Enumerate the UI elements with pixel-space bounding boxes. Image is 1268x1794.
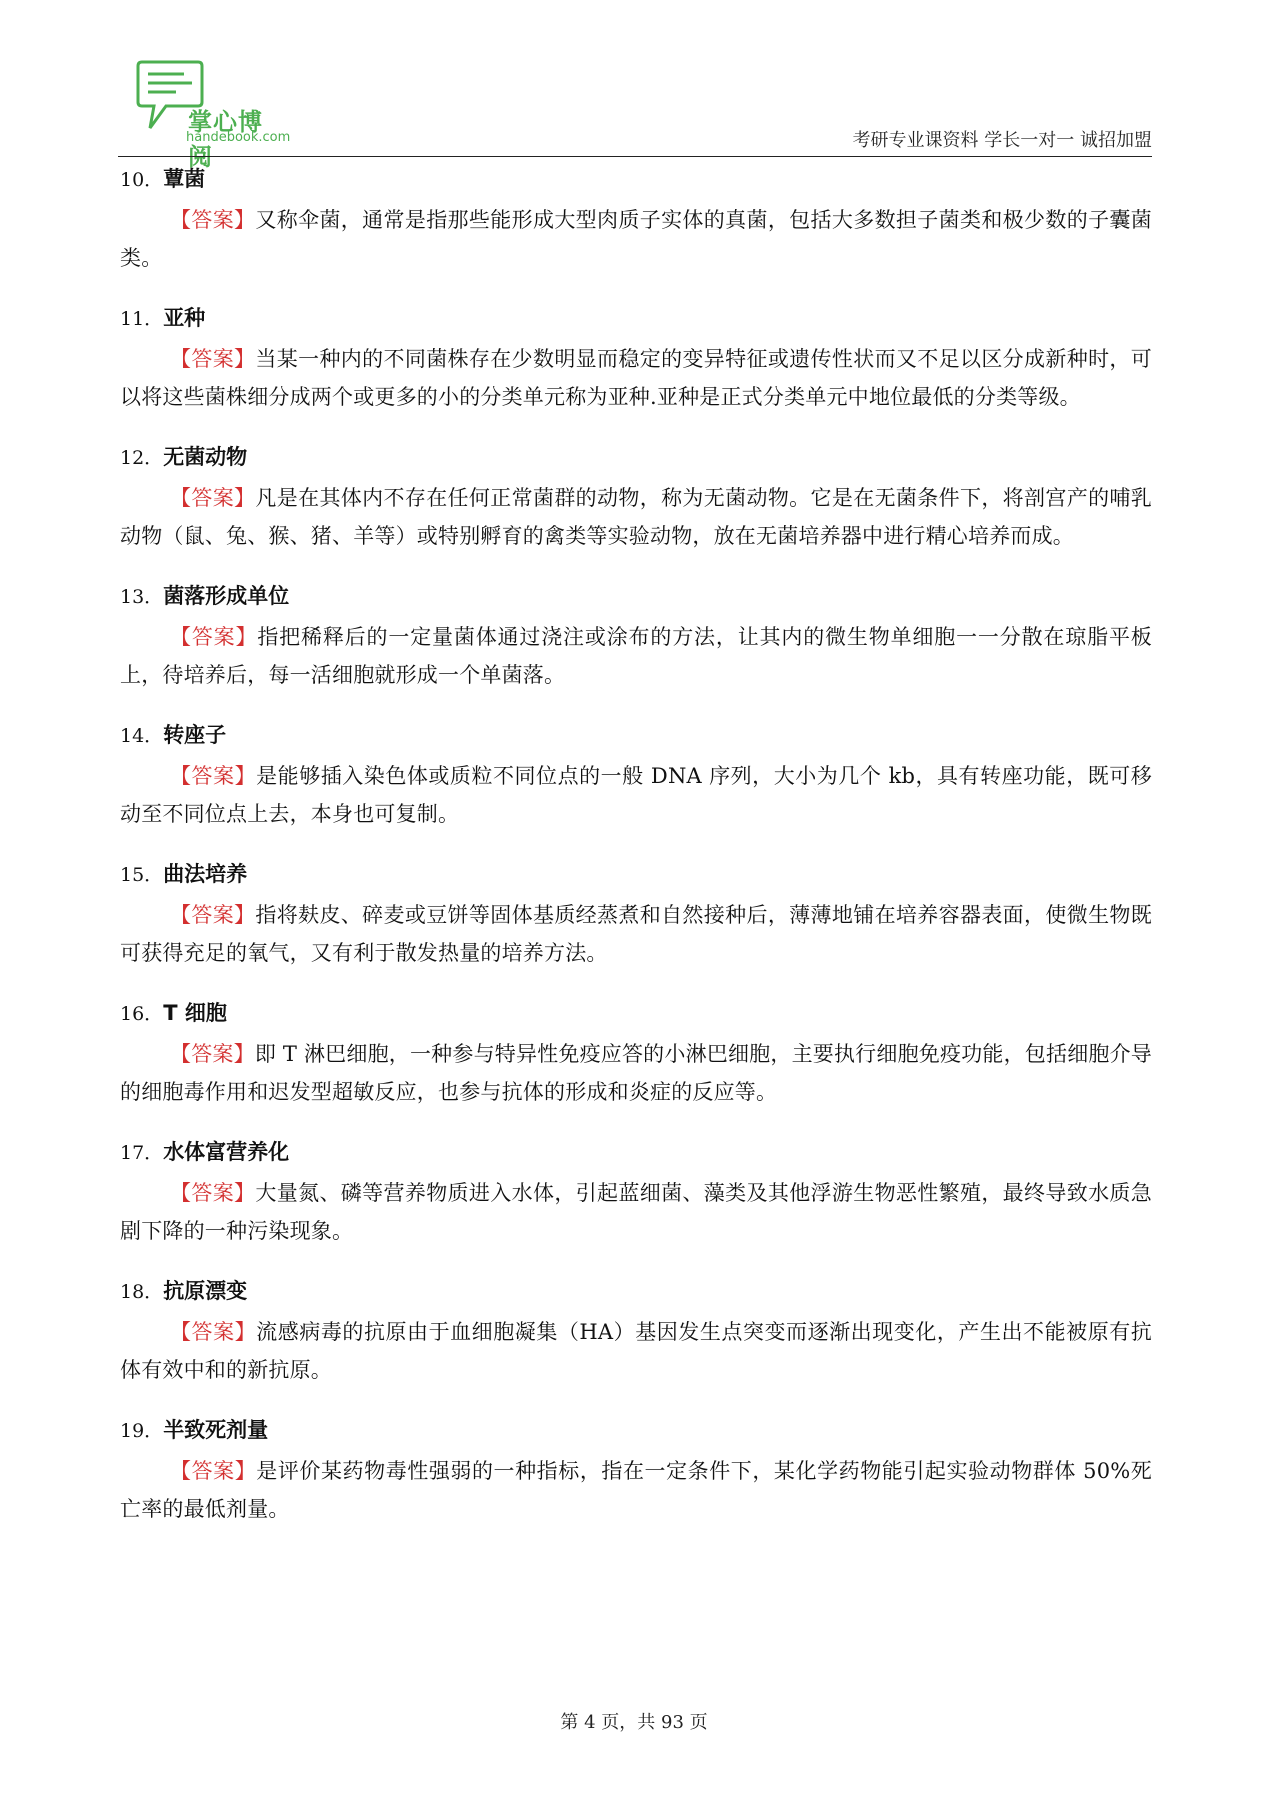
term-heading — [120, 1137, 1152, 1168]
answer-label: 【答案】 — [170, 1181, 256, 1205]
answer-label: 【答案】 — [170, 625, 258, 649]
term-heading — [120, 581, 1152, 612]
answer-body: 凡是在其体内不存在任何正常菌群的动物，称为无菌动物。它是在无菌条件下，将剖宫产的哺乳动物（鼠、兔、猴、猪、羊等）或特别孵育的禽类等实验动物，放在无菌培养器中进行精心培养而成。 — [120, 486, 1152, 548]
term-heading — [120, 998, 1152, 1029]
term-heading — [120, 303, 1152, 334]
answer-text — [120, 757, 1152, 833]
answer-label: 【答案】 — [170, 1459, 257, 1483]
answer-label: 【答案】 — [170, 486, 256, 510]
glossary-entry — [120, 164, 1152, 277]
answer-body: 是评价某药物毒性强弱的一种指标，指在一定条件下，某化学药物能引起实验动物群体 50%死亡率的最低剂量。 — [120, 1459, 1152, 1521]
term-heading — [120, 720, 1152, 751]
answer-text — [120, 1452, 1152, 1528]
answer-text — [120, 201, 1152, 277]
glossary-entry — [120, 859, 1152, 972]
answer-body: 当某一种内的不同菌株存在少数明显而稳定的变异特征或遗传性状而又不足以区分成新种时，可以将这些菌株细分成两个或更多的小的分类单元称为亚种.亚种是正式分类单元中地位最低的分类等级。 — [120, 347, 1152, 409]
term-name: 水体富营养化 — [163, 1140, 290, 1164]
term-name: 无菌动物 — [163, 445, 248, 469]
term-heading — [120, 442, 1152, 473]
term-heading — [120, 1415, 1152, 1446]
header-tagline: 考研专业课资料 学长一对一 诚招加盟 — [852, 130, 1152, 151]
term-heading — [120, 859, 1152, 890]
term-name: 半致死剂量 — [163, 1418, 269, 1442]
answer-body: 是能够插入染色体或质粒不同位点的一般 DNA 序列，大小为几个 kb，具有转座功能，既可移动至不同位点上去，本身也可复制。 — [120, 764, 1152, 826]
answer-body: 流感病毒的抗原由于血细胞凝集（HA）基因发生点突变而逐渐出现变化，产生出不能被原有抗体有效中和的新抗原。 — [120, 1320, 1152, 1382]
glossary-entry — [120, 303, 1152, 416]
term-number: 19． — [120, 1420, 164, 1442]
term-name: 菌落形成单位 — [163, 584, 290, 608]
term-heading — [120, 164, 1152, 195]
answer-text — [120, 340, 1152, 416]
page-number: 第 4 页，共 93 页 — [560, 1712, 708, 1733]
answer-body: 指将麸皮、碎麦或豆饼等固体基质经蒸煮和自然接种后，薄薄地铺在培养容器表面，使微生物既可获得充足的氧气，又有利于散发热量的培养方法。 — [120, 903, 1152, 965]
answer-body: 指把稀释后的一定量菌体通过浇注或涂布的方法，让其内的微生物单细胞一一分散在琼脂平板上，待培养后，每一活细胞就形成一个单菌落。 — [120, 625, 1152, 687]
glossary-entry — [120, 1137, 1152, 1250]
term-number: 18． — [120, 1281, 164, 1303]
answer-label: 【答案】 — [170, 1042, 255, 1066]
term-heading — [120, 1276, 1152, 1307]
answer-text — [120, 1174, 1152, 1250]
answer-text — [120, 896, 1152, 972]
term-name: 曲法培养 — [163, 862, 248, 886]
glossary-entry — [120, 442, 1152, 555]
answer-text — [120, 1313, 1152, 1389]
term-number: 13． — [120, 586, 164, 608]
answer-text — [120, 618, 1152, 694]
term-number: 17． — [120, 1142, 164, 1164]
term-name: T 细胞 — [163, 1001, 227, 1025]
glossary-content — [120, 164, 1152, 1554]
answer-body: 又称伞菌，通常是指那些能形成大型肉质子实体的真菌，包括大多数担子菌类和极少数的子囊菌类。 — [120, 208, 1152, 270]
term-number: 11． — [120, 308, 164, 330]
term-number: 12． — [120, 447, 164, 469]
glossary-entry — [120, 581, 1152, 694]
page-header — [118, 58, 1152, 171]
answer-body: 大量氮、磷等营养物质进入水体，引起蓝细菌、藻类及其他浮游生物恶性繁殖，最终导致水质急剧下降的一种污染现象。 — [120, 1181, 1152, 1243]
term-number: 10． — [120, 169, 164, 191]
logo-url: handebook.com — [186, 130, 291, 145]
glossary-entry — [120, 1276, 1152, 1389]
term-number: 15． — [120, 864, 164, 886]
answer-text — [120, 1035, 1152, 1111]
header-divider — [118, 156, 1152, 157]
logo — [136, 58, 291, 171]
answer-label: 【答案】 — [170, 1320, 257, 1344]
term-name: 蕈菌 — [163, 167, 206, 191]
answer-label: 【答案】 — [170, 903, 256, 927]
answer-label: 【答案】 — [170, 347, 256, 371]
glossary-entry — [120, 720, 1152, 833]
term-number: 16． — [120, 1003, 164, 1025]
term-number: 14． — [120, 725, 164, 747]
term-name: 抗原漂变 — [163, 1279, 248, 1303]
answer-label: 【答案】 — [170, 208, 256, 232]
glossary-entry — [120, 998, 1152, 1111]
term-name: 亚种 — [163, 306, 206, 330]
answer-body: 即 T 淋巴细胞，一种参与特异性免疫应答的小淋巴细胞，主要执行细胞免疫功能，包括细胞介导的细胞毒作用和迟发型超敏反应，也参与抗体的形成和炎症的反应等。 — [120, 1042, 1152, 1104]
answer-label: 【答案】 — [170, 764, 257, 788]
glossary-entry — [120, 1415, 1152, 1528]
logo-text: 掌心博阅 — [188, 108, 263, 171]
term-name: 转座子 — [163, 723, 227, 747]
answer-text — [120, 479, 1152, 555]
